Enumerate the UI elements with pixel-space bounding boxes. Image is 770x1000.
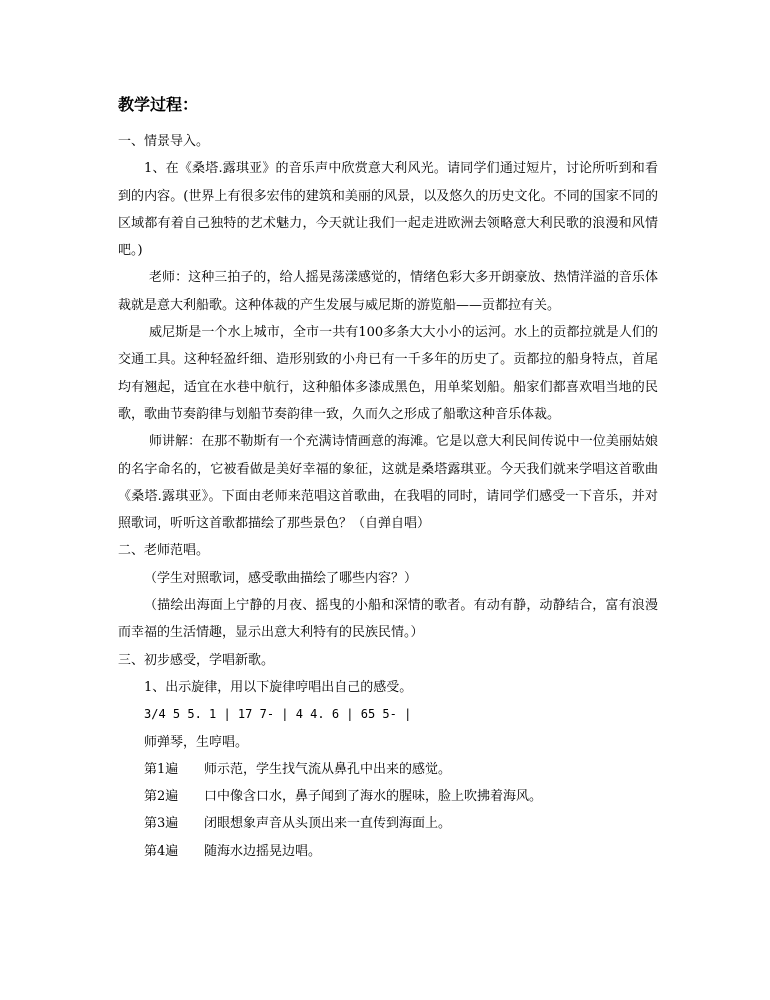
pass-text: 口中像含口水，鼻子闻到了海水的腥味，脸上吹拂着海风。 [204,789,543,805]
pass-item [118,756,658,783]
paragraph-demo-1: （学生对照歌词，感受歌曲描绘了哪些内容？） [144,570,418,586]
section-heading-learn: 三、初步感受，学唱新歌。 [118,652,275,668]
paragraph-intro-3: 威尼斯是一个水上城市，全市一共有100多条大大小小的运河。水上的贡都拉就是人们的交通工具。这种轻盈纤细、造形别致的小舟已有一千多年的历史了。贡都拉的船身特点，首尾均有翘起，适宜在水巷中航行，这种船体多漆成黑色，用单桨划船。船家们都喜欢唱当地的民歌，歌曲节奏韵律与划船节奏韵律一致，久而久之形成了船歌这种音乐体裁。 [118,325,658,422]
paragraph-learn-2: 师弹琴，生哼唱。 [144,734,249,750]
pass-text: 闭眼想象声音从头顶出来一直传到海面上。 [204,816,452,832]
page-title: 教学过程： [118,95,199,114]
pass-item [118,838,658,865]
pass-item [118,783,658,810]
pass-label: 第2遍 [144,789,179,805]
pass-text: 师示范，学生找气流从鼻孔中出来的感觉。 [204,761,452,777]
pass-item [118,810,658,837]
paragraph-intro-2: 老师：这种三拍子的，给人摇晃荡漾感觉的，情绪色彩大多开朗豪放、热情洋溢的音乐体裁就是意大利船歌。这种体裁的产生发展与威尼斯的游览船——贡都拉有关。 [118,270,658,313]
melody-notation: 3/4 5 5. 1 | 17 7- | 4 4. 6 | 65 5- | [144,707,412,722]
paragraph-intro-4: 师讲解：在那不勒斯有一个充满诗情画意的海滩。它是以意大利民间传说中一位美丽姑娘的名字命名的，它被看做是美好幸福的象征，这就是桑塔露琪亚。今天我们就来学唱这首歌曲《桑塔.露琪亚》。下面由老师来范唱这首歌曲，在我唱的同时，请同学们感受一下音乐，并对照歌词，听听这首歌都描绘了那些景色？（自弹自唱） [118,434,658,532]
section-heading-intro: 一、情景导入。 [118,134,210,149]
document-body [118,94,658,865]
pass-label: 第4遍 [144,843,179,859]
pass-text: 随海水边摇晃边唱。 [204,843,322,859]
section-heading-demo: 二、老师范唱。 [118,543,210,559]
pass-label: 第1遍 [144,761,179,777]
paragraph-intro-1: 1、在《桑塔.露琪亚》的音乐声中欣赏意大利风光。请同学们通过短片，讨论所听到和看到的内容。(世界上有很多宏伟的建筑和美丽的风景，以及悠久的历史文化。不同的国家不同的区域都有着自己独特的艺术魅力，今天就让我们一起走进欧洲去领略意大利民歌的浪漫和风情吧。) [118,161,658,259]
pass-label: 第3遍 [144,816,179,832]
paragraph-demo-2: （描绘出海面上宁静的月夜、摇曳的小船和深情的歌者。有动有静，动静结合，富有浪漫而幸福的生活情趣，显示出意大利特有的民族民情。） [118,598,658,641]
paragraph-learn-1: 1、出示旋律，用以下旋律哼唱出自己的感受。 [144,679,413,695]
